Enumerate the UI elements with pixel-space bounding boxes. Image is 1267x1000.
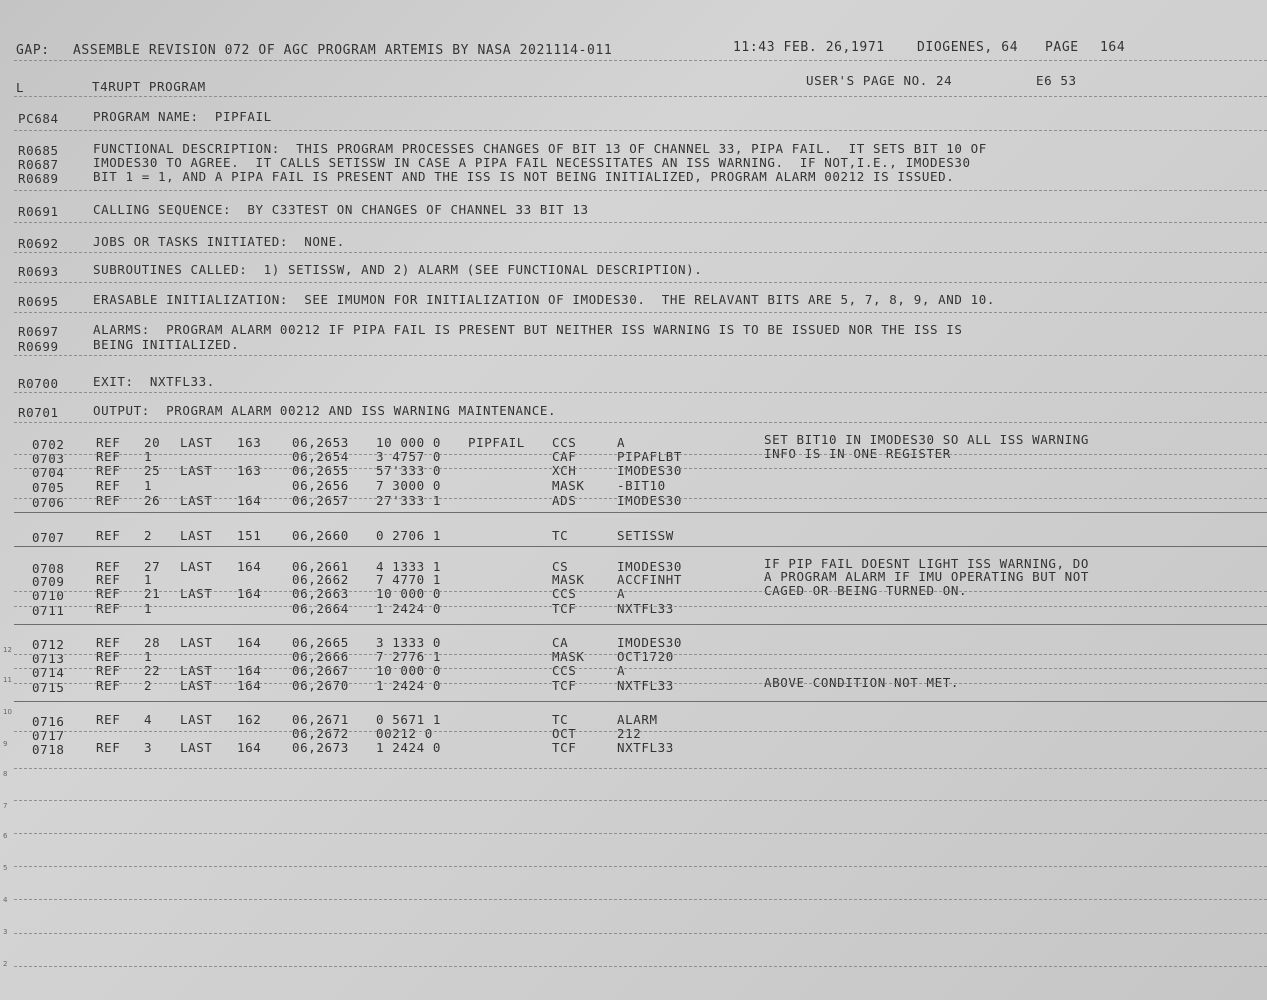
code-line-number: 0713	[32, 651, 65, 666]
code-ref-number: 2	[144, 678, 153, 693]
code-word: 1 2424 0	[376, 601, 442, 616]
code-address: 06,2657	[292, 493, 349, 508]
code-comment: INFO IS IN ONE REGISTER	[764, 446, 951, 461]
code-ref-number: 22	[144, 663, 161, 678]
code-last-page: 162	[237, 712, 262, 727]
code-last-label: LAST	[180, 740, 213, 755]
code-address: 06,2654	[292, 449, 349, 464]
description-ref: PC684	[18, 111, 59, 126]
margin-mark: 3	[3, 928, 8, 936]
code-ref-number: 21	[144, 586, 161, 601]
code-opcode: MASK	[552, 649, 585, 664]
code-ref-number: 1	[144, 572, 153, 587]
margin-mark: 2	[3, 960, 8, 968]
code-opcode: TC	[552, 528, 569, 543]
listing-flag: L	[16, 80, 25, 95]
code-last-label: LAST	[180, 463, 213, 478]
code-word: 10 000 0	[376, 663, 442, 678]
code-line-number: 0717	[32, 728, 65, 743]
code-address: 06,2673	[292, 740, 349, 755]
code-word: 7 2776 1	[376, 649, 442, 664]
code-line-number: 0714	[32, 665, 65, 680]
description-text: BEING INITIALIZED.	[93, 337, 240, 352]
code-address: 06,2670	[292, 678, 349, 693]
code-opcode: CCS	[552, 586, 577, 601]
margin-mark: 12	[3, 646, 12, 654]
code-ref-label: REF	[96, 712, 121, 727]
code-opcode: MASK	[552, 478, 585, 493]
description-ref: R0691	[18, 204, 59, 219]
users-page-number: USER'S PAGE NO. 24	[806, 73, 953, 88]
description-text: SUBROUTINES CALLED: 1) SETISSW, AND 2) ALARM (SEE FUNCTIONAL DESCRIPTION).	[93, 262, 703, 277]
margin-mark: 6	[3, 832, 8, 840]
code-last-page: 164	[237, 663, 262, 678]
description-ref: R0692	[18, 236, 59, 251]
page-label: PAGE	[1045, 40, 1079, 55]
code-last-label: LAST	[180, 678, 213, 693]
code-word: 3 1333 0	[376, 635, 442, 650]
code-word: 4 1333 1	[376, 559, 442, 574]
description-ref: R0689	[18, 171, 59, 186]
margin-mark: 7	[3, 802, 8, 810]
code-line-number: 0702	[32, 437, 65, 452]
code-word: 0 5671 1	[376, 712, 442, 727]
code-opcode: CAF	[552, 449, 577, 464]
code-address: 06,2666	[292, 649, 349, 664]
code-opcode: TCF	[552, 678, 577, 693]
code-last-label: LAST	[180, 712, 213, 727]
code-operand: A	[617, 435, 626, 450]
code-opcode: CCS	[552, 663, 577, 678]
code-line-number: 0710	[32, 588, 65, 603]
code-address: 06,2655	[292, 463, 349, 478]
listing-time-date: 11:43 FEB. 26,1971	[733, 40, 885, 55]
code-address: 06,2662	[292, 572, 349, 587]
code-ref-number: 1	[144, 601, 153, 616]
code-comment: ABOVE CONDITION NOT MET.	[764, 675, 960, 690]
margin-mark: 10	[3, 708, 12, 716]
margin-mark: 4	[3, 896, 8, 904]
code-line-number: 0703	[32, 451, 65, 466]
code-comment: SET BIT10 IN IMODES30 SO ALL ISS WARNING	[764, 432, 1090, 447]
code-last-label: LAST	[180, 528, 213, 543]
code-line-number: 0706	[32, 495, 65, 510]
code-address: 06,2671	[292, 712, 349, 727]
code-opcode: ADS	[552, 493, 577, 508]
code-last-page: 163	[237, 435, 262, 450]
description-text: ALARMS: PROGRAM ALARM 00212 IF PIPA FAIL IS PRESENT BUT NEITHER ISS WARNING IS TO BE ISSUED NOR THE ISS IS	[93, 322, 963, 337]
code-address: 06,2672	[292, 726, 349, 741]
code-opcode: TCF	[552, 601, 577, 616]
description-ref: R0685	[18, 143, 59, 158]
code-address: 06,2656	[292, 478, 349, 493]
code-last-page: 164	[237, 493, 262, 508]
diogenes-label: DIOGENES, 64	[917, 40, 1019, 55]
code-last-page: 164	[237, 740, 262, 755]
code-opcode: CCS	[552, 435, 577, 450]
code-word: 3 4757 0	[376, 449, 442, 464]
code-word: 00212 0	[376, 726, 433, 741]
page-number: 164	[1100, 40, 1126, 55]
code-word: 7 3000 0	[376, 478, 442, 493]
code-operand: 212	[617, 726, 642, 741]
code-last-label: LAST	[180, 635, 213, 650]
code-operand: A	[617, 663, 626, 678]
code-operand: IMODES30	[617, 463, 683, 478]
description-text: PROGRAM NAME: PIPFAIL	[93, 109, 272, 124]
code-operand: NXTFL33	[617, 601, 674, 616]
code-line-number: 0704	[32, 465, 65, 480]
code-address: 06,2665	[292, 635, 349, 650]
description-ref: R0687	[18, 157, 59, 172]
code-ref-number: 20	[144, 435, 161, 450]
code-word: 10 000 0	[376, 435, 442, 450]
description-text: EXIT: NXTFL33.	[93, 374, 215, 389]
code-last-label: LAST	[180, 559, 213, 574]
code-ref-number: 1	[144, 649, 153, 664]
code-ref-label: REF	[96, 601, 121, 616]
code-line-number: 0712	[32, 637, 65, 652]
code-word: 0 2706 1	[376, 528, 442, 543]
code-operand: SETISSW	[617, 528, 674, 543]
code-comment: CAGED OR BEING TURNED ON.	[764, 583, 968, 598]
code-ref-number: 25	[144, 463, 161, 478]
code-opcode: MASK	[552, 572, 585, 587]
description-text: OUTPUT: PROGRAM ALARM 00212 AND ISS WARNING MAINTENANCE.	[93, 403, 557, 418]
description-ref: R0697	[18, 324, 59, 339]
code-operand: IMODES30	[617, 559, 683, 574]
margin-mark: 11	[3, 676, 12, 684]
code-ref-label: REF	[96, 572, 121, 587]
code-opcode: CA	[552, 635, 569, 650]
code-last-page: 163	[237, 463, 262, 478]
code-opcode: CS	[552, 559, 569, 574]
code-last-label: LAST	[180, 586, 213, 601]
code-address: 06,2660	[292, 528, 349, 543]
code-last-label: LAST	[180, 435, 213, 450]
code-operand: ALARM	[617, 712, 658, 727]
code-operand: NXTFL33	[617, 740, 674, 755]
code-ref-label: REF	[96, 663, 121, 678]
code-ref-number: 3	[144, 740, 153, 755]
code-ref-label: REF	[96, 449, 121, 464]
margin-mark: 9	[3, 740, 8, 748]
description-text: ERASABLE INITIALIZATION: SEE IMUMON FOR INITIALIZATION OF IMODES30. THE RELAVANT BITS ARE 5, 7, 8, 9, AND 10.	[93, 292, 995, 307]
code-word: 27'333 1	[376, 493, 442, 508]
code-operand: IMODES30	[617, 493, 683, 508]
description-text: FUNCTIONAL DESCRIPTION: THIS PROGRAM PROCESSES CHANGES OF BIT 13 OF CHANNEL 33, PIPA FAIL. IT SETS BIT 10 OF	[93, 141, 987, 156]
description-text: IMODES30 TO AGREE. IT CALLS SETISSW IN CASE A PIPA FAIL NECESSITATES AN ISS WARNING. IF NOT,I.E., IMODES30	[93, 155, 971, 170]
description-ref: R0701	[18, 405, 59, 420]
code-word: 1 2424 0	[376, 740, 442, 755]
code-ref-number: 28	[144, 635, 161, 650]
description-ref: R0699	[18, 339, 59, 354]
code-line-number: 0705	[32, 480, 65, 495]
code-opcode: TC	[552, 712, 569, 727]
code-line-number: 0707	[32, 530, 65, 545]
code-ref-label: REF	[96, 740, 121, 755]
code-operand: NXTFL33	[617, 678, 674, 693]
code-last-page: 164	[237, 586, 262, 601]
code-ref-number: 1	[144, 478, 153, 493]
description-text: CALLING SEQUENCE: BY C33TEST ON CHANGES OF CHANNEL 33 BIT 13	[93, 202, 589, 217]
code-line-number: 0709	[32, 574, 65, 589]
code-ref-label: REF	[96, 528, 121, 543]
code-ref-number: 1	[144, 449, 153, 464]
code-operand: A	[617, 586, 626, 601]
code-word: 7 4770 1	[376, 572, 442, 587]
code-address: 06,2663	[292, 586, 349, 601]
description-ref: R0695	[18, 294, 59, 309]
code-address: 06,2667	[292, 663, 349, 678]
code-line-number: 0711	[32, 603, 65, 618]
code-last-page: 164	[237, 678, 262, 693]
code-ref-number: 4	[144, 712, 153, 727]
code-last-label: LAST	[180, 493, 213, 508]
gap-label: GAP:	[16, 43, 50, 58]
code-opcode: TCF	[552, 740, 577, 755]
code-ref-label: REF	[96, 586, 121, 601]
code-operand: -BIT10	[617, 478, 666, 493]
code-operand: OCT1720	[617, 649, 674, 664]
description-ref: R0693	[18, 264, 59, 279]
code-operand: PIPAFLBT	[617, 449, 683, 464]
code-ref-label: REF	[96, 678, 121, 693]
code-address: 06,2664	[292, 601, 349, 616]
code-operand: IMODES30	[617, 635, 683, 650]
code-last-page: 151	[237, 528, 262, 543]
code-ref-label: REF	[96, 635, 121, 650]
description-text: JOBS OR TASKS INITIATED: NONE.	[93, 234, 345, 249]
code-ref-label: REF	[96, 493, 121, 508]
listing-title: ASSEMBLE REVISION 072 OF AGC PROGRAM ARTEMIS BY NASA 2021114-011	[73, 43, 613, 58]
code-opcode: OCT	[552, 726, 577, 741]
code-ref-label: REF	[96, 559, 121, 574]
code-ref-label: REF	[96, 463, 121, 478]
code-operand: ACCFINHT	[617, 572, 683, 587]
code-line-number: 0716	[32, 714, 65, 729]
code-address: 06,2653	[292, 435, 349, 450]
code-ref-number: 27	[144, 559, 161, 574]
code-ref-label: REF	[96, 649, 121, 664]
code-ref-label: REF	[96, 435, 121, 450]
margin-mark: 5	[3, 864, 8, 872]
code-ref-number: 26	[144, 493, 161, 508]
code-label: PIPFAIL	[468, 435, 525, 450]
code-line-number: 0708	[32, 561, 65, 576]
code-word: 10 000 0	[376, 586, 442, 601]
program-heading: T4RUPT PROGRAM	[92, 79, 206, 94]
description-text: BIT 1 = 1, AND A PIPA FAIL IS PRESENT AND THE ISS IS NOT BEING INITIALIZED, PROGRAM ALARM 00212 IS ISSUED.	[93, 169, 955, 184]
code-last-label: LAST	[180, 663, 213, 678]
code-ref-number: 2	[144, 528, 153, 543]
code-comment: A PROGRAM ALARM IF IMU OPERATING BUT NOT	[764, 569, 1090, 584]
code-last-page: 164	[237, 559, 262, 574]
code-comment: IF PIP FAIL DOESNT LIGHT ISS WARNING, DO	[764, 556, 1090, 571]
code-word: 1 2424 0	[376, 678, 442, 693]
code-address: 06,2661	[292, 559, 349, 574]
margin-mark: 8	[3, 770, 8, 778]
description-ref: R0700	[18, 376, 59, 391]
code-line-number: 0718	[32, 742, 65, 757]
code-last-page: 164	[237, 635, 262, 650]
code-line-number: 0715	[32, 680, 65, 695]
code-opcode: XCH	[552, 463, 577, 478]
page-code: E6 53	[1036, 73, 1077, 88]
code-ref-label: REF	[96, 478, 121, 493]
code-word: 57'333 0	[376, 463, 442, 478]
